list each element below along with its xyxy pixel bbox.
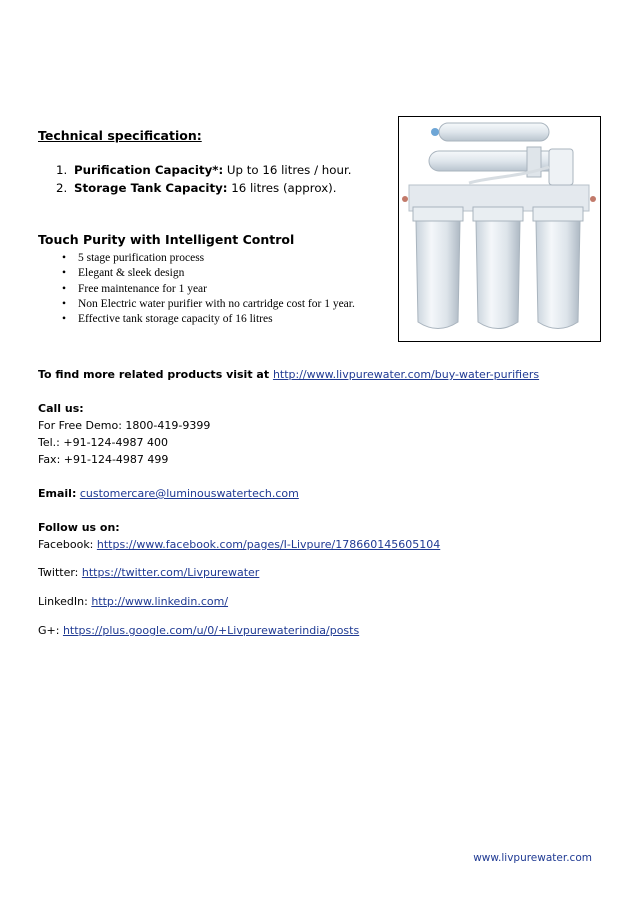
- linkedin-link[interactable]: http://www.linkedin.com/: [91, 595, 229, 608]
- spec-value: Up to 16 litres / hour.: [223, 163, 352, 177]
- facebook-line: [38, 538, 440, 551]
- feature-item: • 5 stage purification process: [62, 251, 355, 266]
- spec-label: Purification Capacity*:: [74, 163, 224, 177]
- twitter-label: Twitter:: [38, 566, 82, 579]
- footer-website[interactable]: www.livpurewater.com: [473, 852, 592, 864]
- spec-label: Storage Tank Capacity:: [74, 181, 228, 195]
- linkedin-line: [38, 595, 228, 608]
- gplus-label: G+:: [38, 624, 63, 637]
- fax-number: Fax: +91-124-4987 499: [38, 453, 169, 466]
- gplus-line: [38, 624, 359, 637]
- tel-number: Tel.: +91-124-4987 400: [38, 436, 169, 449]
- feature-item: • Effective tank storage capacity of 16 litres: [62, 312, 355, 327]
- spec-item: [56, 179, 337, 197]
- feature-item: • Elegant & sleek design: [62, 266, 355, 281]
- free-demo-number: For Free Demo: 1800-419-9399: [38, 419, 211, 432]
- email-link[interactable]: customercare@luminouswatertech.com: [79, 487, 299, 500]
- related-products-line: [38, 368, 539, 381]
- email-label: Email:: [38, 487, 77, 500]
- call-title: Call us:: [38, 402, 84, 415]
- gplus-link[interactable]: https://plus.google.com/u/0/+Livpurewaterindia/posts: [62, 624, 360, 637]
- spec-number: 2.: [56, 181, 68, 195]
- feature-item: • Non Electric water purifier with no cartridge cost for 1 year.: [62, 297, 355, 312]
- section-title-touch: Touch Purity with Intelligent Control: [38, 232, 295, 247]
- spec-number: 1.: [56, 163, 68, 177]
- water-purifier-illustration: [399, 117, 600, 341]
- product-image: [398, 116, 601, 342]
- feature-item: • Free maintenance for 1 year: [62, 282, 355, 297]
- spec-value: 16 litres (approx).: [227, 181, 337, 195]
- facebook-link[interactable]: https://www.facebook.com/pages/I-Livpure/178660145605104: [96, 538, 441, 551]
- linkedin-label: LinkedIn:: [38, 595, 92, 608]
- feature-list: [62, 251, 355, 327]
- facebook-label: Facebook:: [38, 538, 97, 551]
- spec-item: [56, 161, 352, 179]
- twitter-line: [38, 566, 259, 579]
- related-products-link[interactable]: http://www.livpurewater.com/buy-water-purifiers: [272, 368, 540, 381]
- follow-title: Follow us on:: [38, 521, 120, 534]
- related-label: To find more related products visit at: [38, 368, 273, 381]
- section-title-technical: Technical specification:: [38, 128, 202, 143]
- twitter-link[interactable]: https://twitter.com/Livpurewater: [81, 566, 260, 579]
- email-line: [38, 487, 299, 500]
